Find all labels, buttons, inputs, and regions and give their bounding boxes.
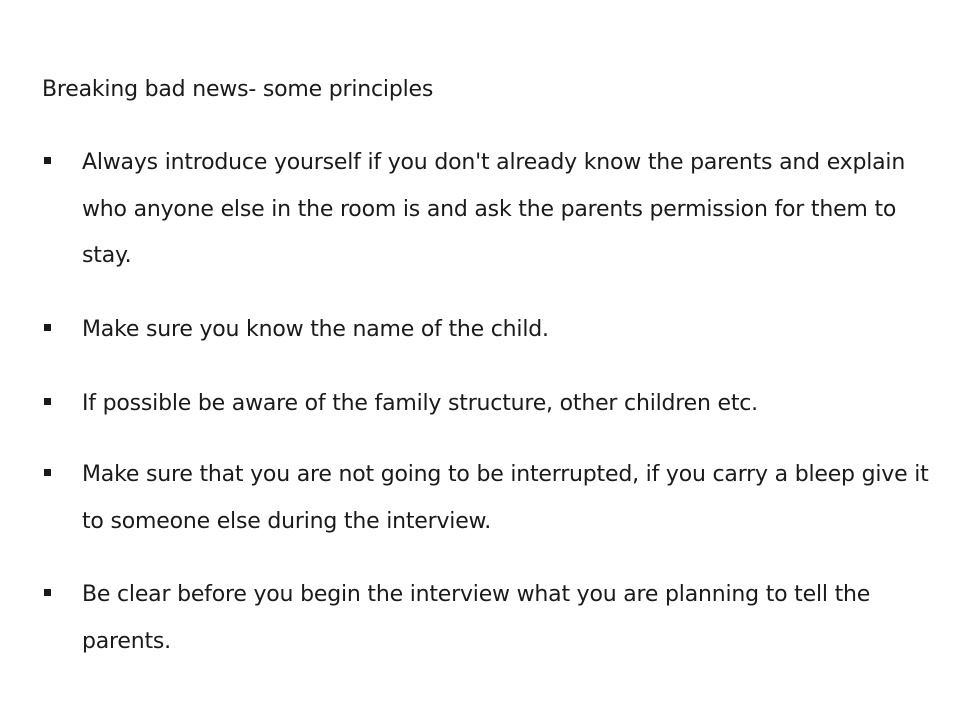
square-bullet-icon — [44, 157, 51, 164]
list-item-text: Make sure that you are not going to be interrupted, if you carry a bleep give it to someone else during the interview. — [82, 462, 929, 534]
list-item-text: Be clear before you begin the interview what you are planning to tell the parents. — [82, 582, 871, 654]
page-title: Breaking bad news- some principles — [42, 77, 434, 102]
list-item-text: Always introduce yourself if you don't already know the parents and explain who anyone else in the room is and ask the parents permission for them to stay. — [82, 150, 906, 268]
square-bullet-icon — [44, 398, 51, 405]
square-bullet-icon — [44, 324, 51, 331]
square-bullet-icon — [44, 469, 51, 476]
list-item-text: Make sure you know the name of the child. — [82, 317, 549, 342]
list-item-text: If possible be aware of the family structure, other children etc. — [82, 391, 758, 416]
square-bullet-icon — [44, 589, 51, 596]
